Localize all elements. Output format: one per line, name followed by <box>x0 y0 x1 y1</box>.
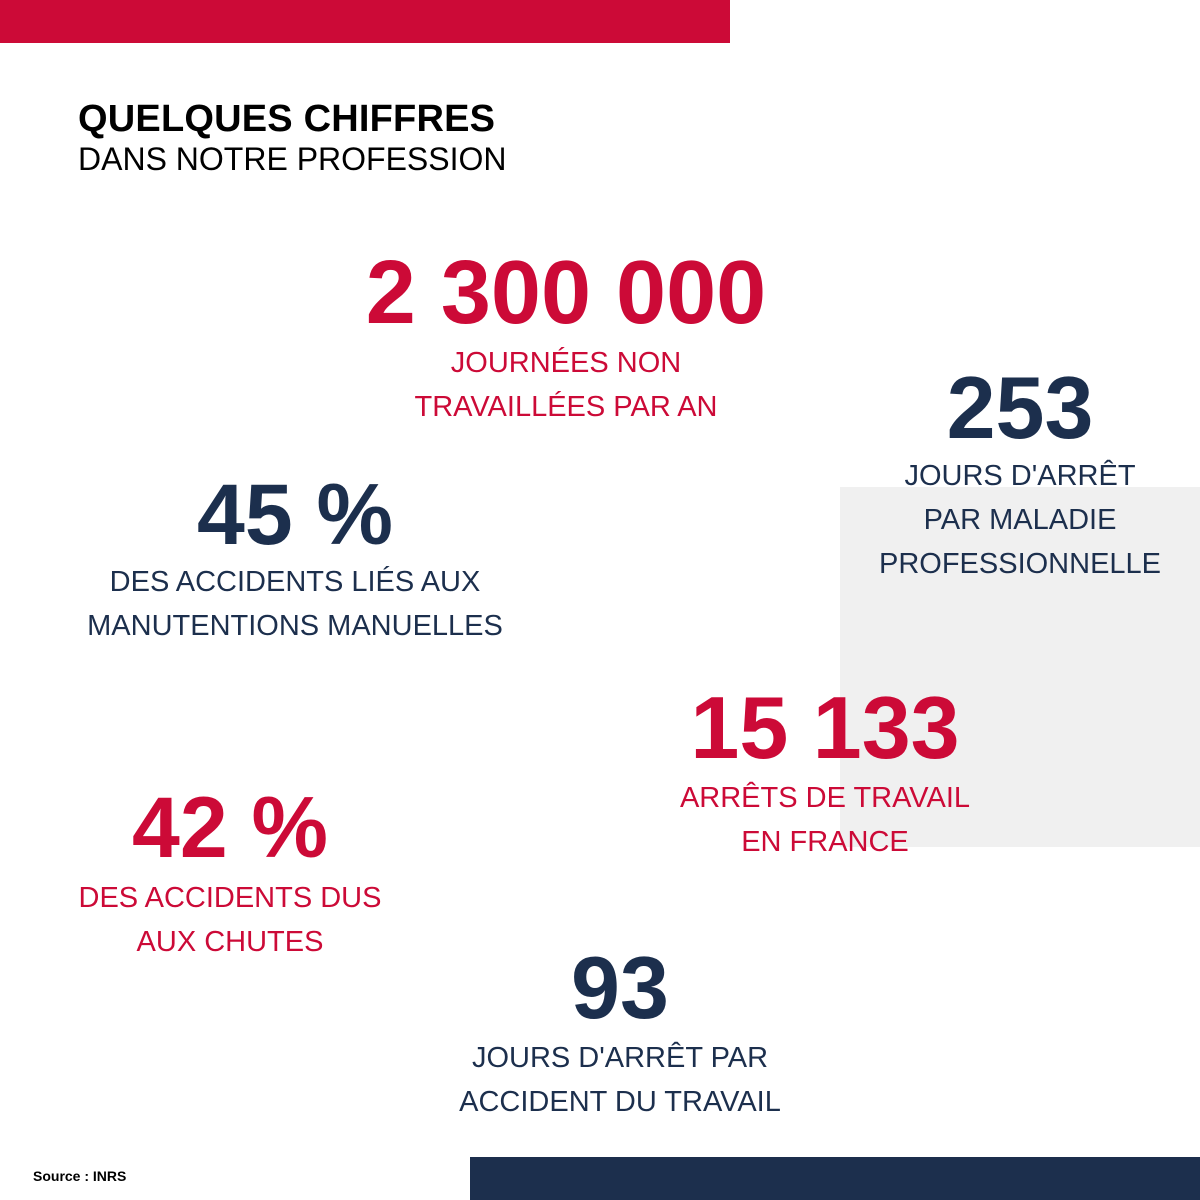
stat-value: 2 300 000 <box>365 243 767 343</box>
stat-jours-arret-accident <box>420 940 820 1124</box>
stat-jours-arret-maladie <box>860 358 1180 586</box>
stat-label-line: AUX CHUTES <box>136 926 324 958</box>
stat-journees-non-travaillees <box>316 245 816 429</box>
stat-label-line: PROFESSIONNELLE <box>878 548 1162 580</box>
stat-label-line: MANUTENTIONS MANUELLES <box>87 610 503 642</box>
stat-label-line: JOURS D'ARRÊT <box>904 460 1136 492</box>
page-subtitle: DANS NOTRE PROFESSION <box>78 141 507 177</box>
stat-label-line: ARRÊTS DE TRAVAIL <box>679 782 971 814</box>
stat-accidents-chutes <box>50 780 410 964</box>
stat-value: 15 133 <box>690 678 960 777</box>
page-title: QUELQUES CHIFFRES <box>78 98 496 140</box>
bottom-accent-bar <box>470 1157 1200 1200</box>
stat-arrets-de-travail <box>650 680 1000 864</box>
page-heading <box>78 98 507 178</box>
stat-label-line: DES ACCIDENTS LIÉS AUX <box>109 566 481 598</box>
top-accent-bar <box>0 0 730 43</box>
stat-label-line: DES ACCIDENTS DUS <box>78 882 382 914</box>
stat-value: 253 <box>946 358 1094 457</box>
stat-label-line: EN FRANCE <box>741 826 909 858</box>
stat-label-line: PAR MALADIE <box>923 504 1117 536</box>
stat-value: 42 % <box>131 780 329 876</box>
stat-label-line: JOURS D'ARRÊT PAR <box>471 1042 769 1074</box>
stat-value: 93 <box>571 938 669 1037</box>
stat-label-line: TRAVAILLÉES PAR AN <box>414 391 718 423</box>
source-note: Source : INRS <box>33 1168 127 1184</box>
stat-label-line: ACCIDENT DU TRAVAIL <box>459 1086 781 1118</box>
stat-label-line: JOURNÉES NON <box>450 347 682 379</box>
stat-manutentions-manuelles <box>60 467 530 648</box>
stat-value: 45 % <box>196 467 394 563</box>
